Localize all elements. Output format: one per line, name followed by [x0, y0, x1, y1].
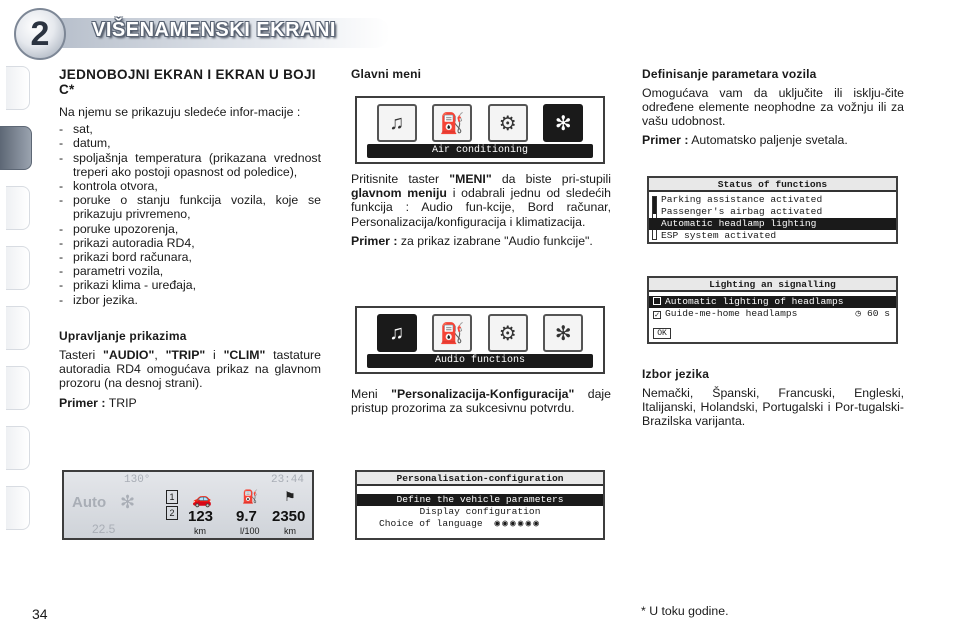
list-row — [649, 308, 896, 320]
list-row: ESP system activated — [661, 230, 777, 241]
list-row-label: Guide-me-home headlamps — [665, 308, 798, 319]
page-number: 34 — [32, 606, 48, 622]
screen-title: Lighting an signalling — [649, 278, 896, 292]
text-fragment: da biste pri-stupili — [501, 172, 612, 186]
side-tab-1[interactable] — [6, 66, 30, 110]
key-audio: "AUDIO" — [103, 347, 155, 362]
trip-computer-icon: ⛽ — [432, 314, 472, 352]
chapter-title: VIŠENAMENSKI EKRANI — [92, 19, 336, 41]
trip-unit: l/100 — [240, 526, 260, 536]
personalisation-text — [351, 387, 611, 415]
side-tab-7[interactable] — [6, 426, 30, 470]
list-item: - poruke upozorenja, — [59, 222, 321, 236]
clock-icon: ◷ 60 s — [855, 308, 890, 319]
example-label: Primer : — [351, 233, 398, 248]
info-list — [59, 122, 321, 307]
climate-icon: ✻ — [543, 314, 583, 352]
side-tab-strip — [0, 66, 34, 576]
timer-value: 60 s — [866, 308, 890, 319]
checkbox-checked: ✓ — [654, 311, 660, 320]
settings-icon: ⚙ — [488, 314, 528, 352]
trip-computer-icon: ⛽ — [432, 104, 472, 142]
list-item: - spoljašnja temperatura (prikazana vrednost treperi ako postoji opasnost od poledice), — [59, 151, 321, 179]
left-column — [59, 67, 321, 411]
menu-icon-row — [369, 314, 591, 352]
text-fragment: daje pristup prozorima za sukcesivnu potvrdu. — [351, 387, 611, 416]
list-item: - sat, — [59, 122, 321, 136]
menu-instructions — [351, 172, 611, 229]
side-tab-6[interactable] — [6, 366, 30, 410]
side-tab-4[interactable] — [6, 246, 30, 290]
example-value: Automatsko paljenje svetala. — [691, 132, 848, 147]
text-fragment: Pritisnite taster — [351, 172, 440, 186]
example-line — [642, 133, 904, 147]
mode-label: Auto — [72, 494, 107, 511]
list-row: Parking assistance activated — [661, 194, 823, 205]
list-item: - parametri vozila, — [59, 264, 321, 278]
language-heading: Izbor jezika — [642, 367, 710, 381]
list-row-selected: Automatic headlamp lighting — [649, 218, 896, 230]
key-clim: "CLIM" — [223, 347, 266, 362]
text-fragment: Tasteri — [59, 347, 96, 362]
example-line — [59, 396, 321, 410]
list-row-selected — [649, 296, 896, 308]
trip-value-consumption: 9.7 — [236, 508, 257, 525]
list-item: - izbor jezika. — [59, 293, 321, 307]
trip-display-screen — [62, 470, 314, 540]
personalisation-screen — [355, 470, 605, 540]
control-text — [59, 348, 321, 391]
list-item: - datum, — [59, 136, 321, 150]
text-fragment: tastature autoradia RD4 omogućava prikaz na glavnom prozoru (na desnoj strani). — [59, 347, 321, 391]
text-fragment: , — [154, 347, 158, 362]
trip-unit: km — [194, 526, 206, 536]
example-label: Primer : — [642, 132, 689, 147]
fuel-icon: ⛽ — [242, 489, 259, 504]
trip-value-range: 123 — [188, 508, 214, 525]
menu-selection-bar: Air conditioning — [367, 144, 593, 158]
example-line — [351, 234, 611, 248]
list-row — [357, 518, 603, 530]
trip-left-panel — [64, 472, 164, 538]
section-title: JEDNOBOJNI EKRAN I EKRAN U BOJI C* — [59, 67, 316, 97]
text-fragment: i odabrali jednu od sledećih funkcija : Audio fun-kcije, Bord računar, Personalizacija/konfiguracija i klimatizacija. — [351, 186, 612, 229]
language-text: Nemački, Španski, Francuski, Engleski, Italijanski, Holandski, Portugalski i Por-tugalski-Brazilska varijanta. — [642, 386, 904, 429]
menu-selection-bar: Audio functions — [367, 354, 593, 368]
audio-icon: ♫ — [377, 104, 417, 142]
list-item: - prikazi bord računara, — [59, 250, 321, 264]
list-item: - prikazi klima - uređaja, — [59, 278, 321, 292]
car-icon: 🚗 — [192, 491, 212, 508]
screen-title: Personalisation-configuration — [357, 472, 603, 486]
trip-unit: km — [284, 526, 296, 536]
main-menu-screen-audio — [355, 306, 605, 374]
list-row: Passenger's airbag activated — [661, 206, 823, 217]
vehicle-params-heading: Definisanje parametara vozila — [642, 67, 817, 81]
side-tab-2-active[interactable] — [0, 126, 32, 170]
chapter-number: 2 — [14, 8, 66, 60]
language-flags-icon: ◉◉◉◉◉◉ — [494, 518, 542, 529]
list-row-label: Choice of language — [379, 518, 483, 529]
list-row: Display configuration — [419, 506, 541, 517]
trip-tab-2: 2 — [166, 506, 178, 520]
outside-temp: 130° — [124, 474, 151, 486]
side-tab-8[interactable] — [6, 486, 30, 530]
language-section — [642, 367, 904, 429]
text-fragment: Meni — [351, 387, 378, 401]
clock: 23:44 — [270, 474, 304, 486]
side-tab-5[interactable] — [6, 306, 30, 350]
screen-title: Status of functions — [649, 178, 896, 192]
right-column — [642, 67, 904, 147]
list-row-label: Automatic lighting of headlamps — [665, 296, 844, 307]
menu-icon-row — [369, 104, 591, 142]
lighting-screen — [647, 276, 898, 344]
trip-value-distance: 2350 — [272, 508, 306, 525]
personalisation-emphasis: "Personalizacija-Konfiguracija" — [391, 387, 575, 401]
example-value: TRIP — [108, 396, 137, 411]
settings-icon: ⚙ — [488, 104, 528, 142]
list-item: - poruke o stanju funkcija vozila, koje se prikazuju privremeno, — [59, 193, 321, 221]
main-menu-emphasis: glavnom meniju — [351, 186, 447, 201]
audio-icon: ♫ — [377, 314, 417, 352]
main-menu-screen-climate — [355, 96, 605, 164]
flag-icon: ⚑ — [284, 489, 296, 504]
ok-button: OK — [653, 328, 671, 339]
footnote: * U toku godine. — [641, 604, 729, 618]
climate-icon: ✻ — [543, 104, 583, 142]
checkbox-unchecked — [653, 297, 661, 305]
example-label: Primer : — [59, 396, 106, 411]
middle-text-block — [351, 172, 611, 248]
key-trip: "TRIP" — [165, 347, 206, 362]
key-meni: "MENI" — [449, 172, 492, 186]
example-value: za prikaz izabrane "Audio funkcije". — [400, 233, 593, 248]
fan-icon: ✻ — [120, 492, 136, 512]
list-item: - kontrola otvora, — [59, 179, 321, 193]
control-heading: Upravljanje prikazima — [59, 328, 187, 343]
trip-tab-1: 1 — [166, 490, 178, 504]
list-row-selected: Define the vehicle parameters — [357, 494, 603, 506]
vehicle-params-text: Omogućava vam da uključite ili isklju-čite određene elemente neophodne za vožnju ili za vašu udobnost. — [642, 86, 904, 129]
text-fragment: i — [213, 347, 216, 362]
intro-text: Na njemu se prikazuju sledeće infor-macije : — [59, 105, 301, 119]
list-item: - prikazi autoradia RD4, — [59, 236, 321, 250]
trip-right-panel — [164, 472, 312, 538]
main-menu-heading: Glavni meni — [351, 67, 422, 81]
status-functions-screen — [647, 176, 898, 244]
side-tab-3[interactable] — [6, 186, 30, 230]
cabin-temp: 22.5 — [92, 522, 116, 536]
